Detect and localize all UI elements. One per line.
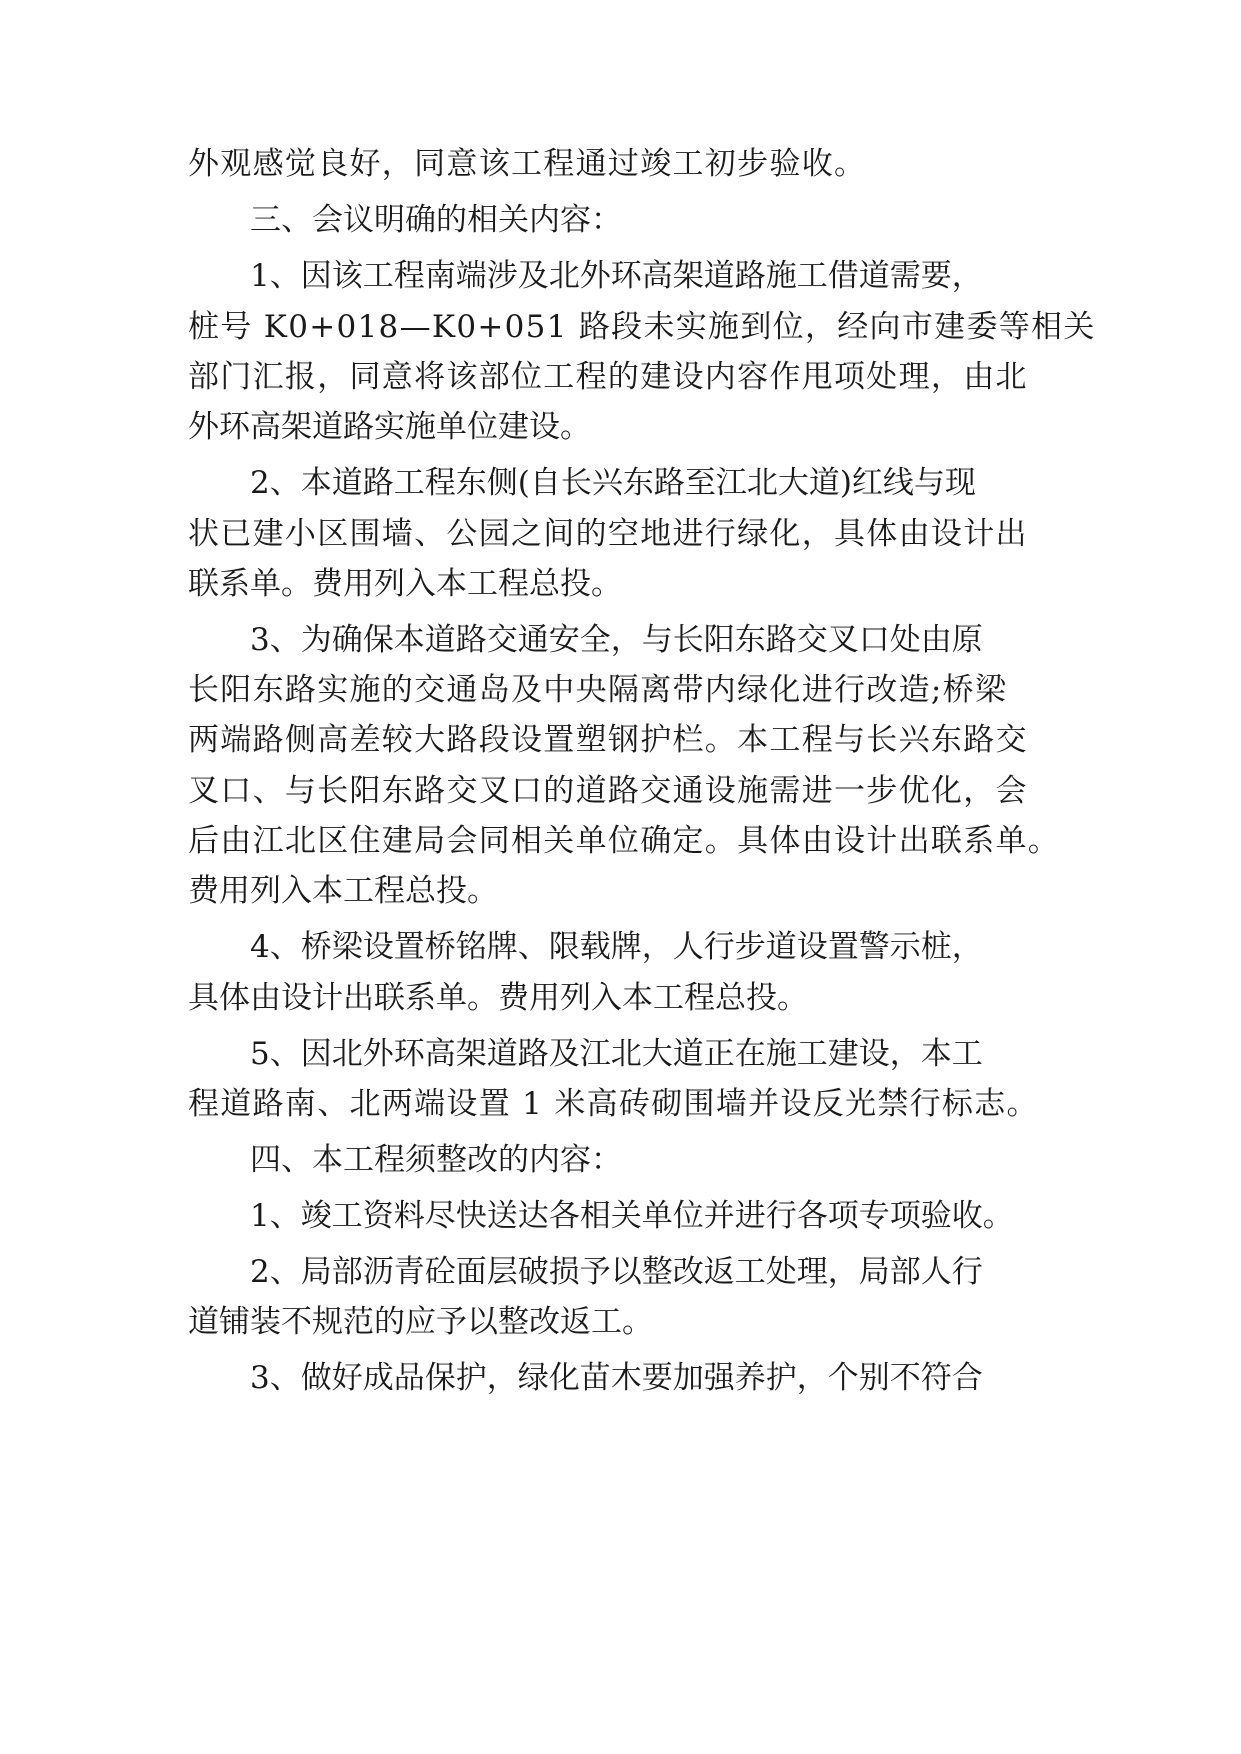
text-line: 叉口、与长阳东路交叉口的道路交通设施需进一步优化，会 xyxy=(188,773,1028,809)
text-line: 两端路侧高差较大路段设置塑钢护栏。本工程与长兴东路交 xyxy=(188,722,1028,758)
text-line: 道铺装不规范的应予以整改返工。 xyxy=(188,1304,653,1340)
text-line: 外观感觉良好，同意该工程通过竣工初步验收。 xyxy=(188,146,867,182)
text-line: 4、桥梁设置桥铭牌、限载牌，人行步道设置警示桩， xyxy=(250,929,983,965)
text-line: 5、因北外环高架道路及江北大道正在施工建设，本工 xyxy=(250,1036,983,1072)
text-line: 联系单。费用列入本工程总投。 xyxy=(188,566,622,602)
text-line: 2、本道路工程东侧(自长兴东路至江北大道)红线与现 xyxy=(250,465,976,501)
text-line: 外环高架道路实施单位建设。 xyxy=(188,409,591,445)
text-line: 程道路南、北两端设置 1 米高砖砌围墙并设反光禁行标志。 xyxy=(188,1086,1039,1122)
section-heading-4: 四、本工程须整改的内容： xyxy=(250,1142,622,1178)
text-line: 1、竣工资料尽快送达各相关单位并进行各项专项验收。 xyxy=(250,1198,1014,1234)
text-line: 3、做好成品保护，绿化苗木要加强养护，个别不符合 xyxy=(250,1360,983,1396)
text-line: 状已建小区围墙、公园之间的空地进行绿化，具体由设计出 xyxy=(188,516,1028,552)
text-line: 部门汇报，同意将该部位工程的建设内容作甩项处理，由北 xyxy=(188,359,1028,395)
text-line: 后由江北区住建局会同相关单位确定。具体由设计出联系单。 xyxy=(188,823,1061,859)
text-line: 具体由设计出联系单。费用列入本工程总投。 xyxy=(188,980,808,1016)
text-line: 长阳东路实施的交通岛及中央隔离带内绿化进行改造;桥梁 xyxy=(188,672,1008,708)
text-line: 桩号 K0+018—K0+051 路段未实施到位，经向市建委等相关 xyxy=(188,309,1096,345)
text-line: 费用列入本工程总投。 xyxy=(188,873,498,909)
text-line: 1、因该工程南端涉及北外环高架道路施工借道需要， xyxy=(250,258,983,294)
text-line: 2、局部沥青砼面层破损予以整改返工处理，局部人行 xyxy=(250,1254,983,1290)
text-line: 3、为确保本道路交通安全，与长阳东路交叉口处由原 xyxy=(250,622,983,658)
section-heading-3: 三、会议明确的相关内容： xyxy=(250,202,622,238)
